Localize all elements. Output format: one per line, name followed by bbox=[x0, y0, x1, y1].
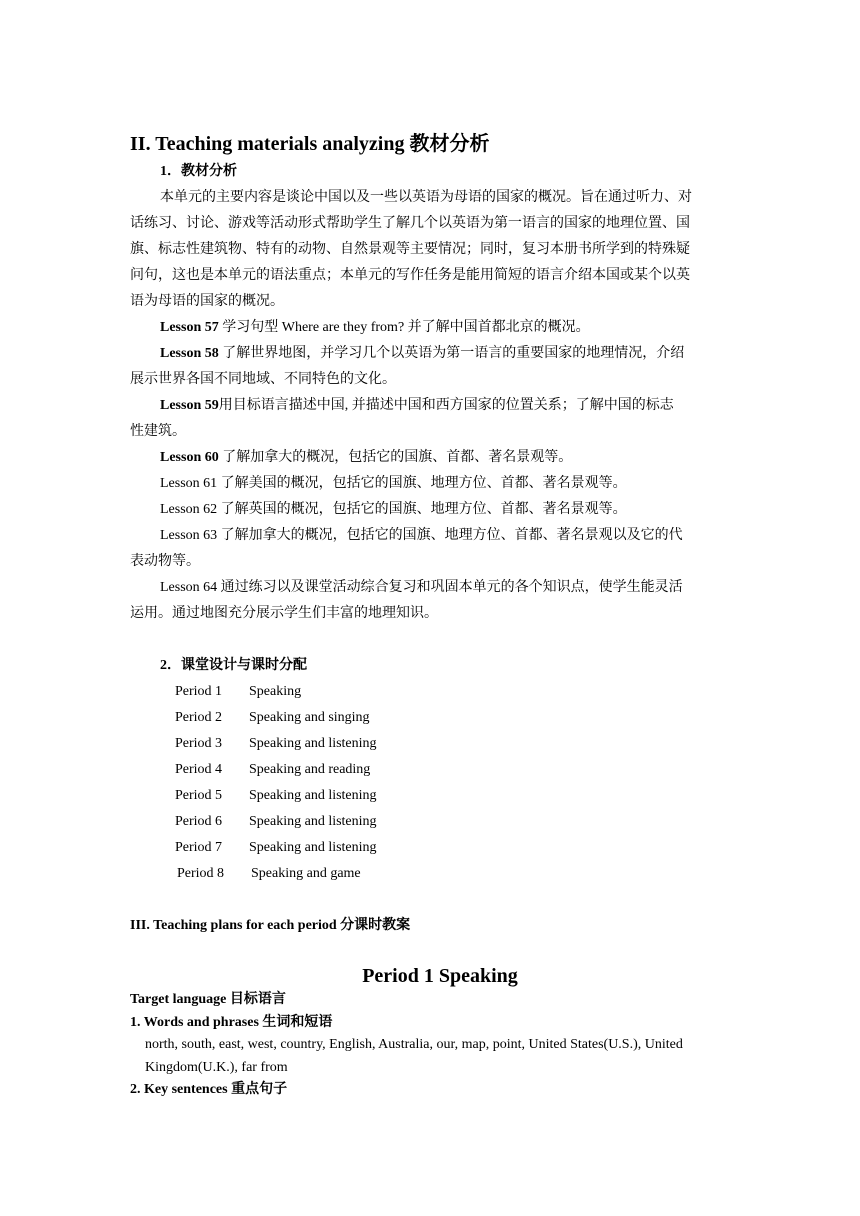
period-title: Period 1 Speaking bbox=[362, 965, 518, 987]
period-name: Period 5 bbox=[175, 788, 223, 803]
period-activity: Speaking and listening bbox=[249, 736, 377, 751]
period-activity: Speaking and listening bbox=[249, 788, 377, 803]
lesson-item: Lesson 63 了解加拿大的概况，包括它的国旗、地理方位、首都、著名景观以及它的代 bbox=[160, 528, 683, 543]
period-activity: Speaking bbox=[249, 684, 302, 699]
period-row bbox=[175, 682, 301, 702]
period-activity: Speaking and listening bbox=[249, 814, 377, 829]
lesson-item: Lesson 62 了解英国的概况，包括它的国旗、地理方位、首都、著名景观等。 bbox=[160, 502, 627, 517]
period-row bbox=[177, 864, 361, 884]
paragraph-line: 旗、标志性建筑物、特有的动物、自然景观等主要情况；同时，复习本册书所学到的特殊疑 bbox=[130, 242, 690, 257]
paragraph-line: 话练习、讨论、游戏等活动形式帮助学生了解几个以英语为第一语言的国家的地理位置、国 bbox=[130, 216, 690, 231]
lesson-text: 了解世界地图，并学习几个以英语为第一语言的重要国家的地理情况，介绍 bbox=[218, 346, 685, 361]
lesson-text: 用目标语言描述中国, 并描述中国和西方国家的位置关系；了解中国的标志 bbox=[218, 398, 674, 413]
section-heading: II. Teaching materials analyzing 教材分析 bbox=[130, 133, 490, 155]
lesson-text-continued: 运用。通过地图充分展示学生们丰富的地理知识。 bbox=[130, 606, 438, 621]
section-heading-plans: III. Teaching plans for each period 分课时教案 bbox=[130, 918, 411, 933]
paragraph-line: 本单元的主要内容是谈论中国以及一些以英语为母语的国家的概况。旨在通过听力、对 bbox=[160, 190, 692, 205]
lesson-item bbox=[160, 396, 674, 416]
lesson-label: Lesson 59 bbox=[160, 398, 219, 413]
lesson-label: Lesson 60 bbox=[160, 450, 219, 465]
lesson-item bbox=[160, 448, 572, 468]
lesson-label: Lesson 58 bbox=[160, 346, 219, 361]
word-list-line: north, south, east, west, country, English, Australia, our, map, point, United States(U.S.), United bbox=[145, 1037, 683, 1052]
lesson-item: Lesson 61 了解美国的概况，包括它的国旗、地理方位、首都、著名景观等。 bbox=[160, 476, 627, 491]
period-row bbox=[175, 838, 377, 858]
lesson-item: Lesson 64 通过练习以及课堂活动综合复习和巩固本单元的各个知识点，使学生能灵活 bbox=[160, 580, 683, 595]
lesson-text-continued: 性建筑。 bbox=[130, 424, 186, 439]
words-heading: 1. Words and phrases 生词和短语 bbox=[130, 1015, 333, 1030]
lesson-text-continued: 表动物等。 bbox=[130, 554, 200, 569]
lesson-text-continued: 展示世界各国不同地域、不同特色的文化。 bbox=[130, 372, 396, 387]
word-list-line: Kingdom(U.K.), far from bbox=[145, 1060, 288, 1075]
period-activity: Speaking and singing bbox=[249, 710, 370, 725]
period-row bbox=[175, 734, 377, 754]
subheading-materials: 1．教材分析 bbox=[160, 164, 237, 179]
period-row bbox=[175, 786, 377, 806]
lesson-text: 学习句型 Where are they from? 并了解中国首都北京的概况。 bbox=[218, 320, 590, 335]
period-name: Period 2 bbox=[175, 710, 223, 725]
period-activity: Speaking and reading bbox=[249, 762, 371, 777]
period-row bbox=[175, 812, 377, 832]
subheading-periods: 2．课堂设计与课时分配 bbox=[160, 658, 307, 673]
period-name: Period 8 bbox=[177, 866, 225, 881]
lesson-text: 了解加拿大的概况，包括它的国旗、首都、著名景观等。 bbox=[218, 450, 573, 465]
period-activity: Speaking and game bbox=[251, 866, 361, 881]
period-row bbox=[175, 708, 370, 728]
paragraph-line: 语为母语的国家的概况。 bbox=[130, 294, 284, 309]
period-activity: Speaking and listening bbox=[249, 840, 377, 855]
lesson-item bbox=[160, 344, 684, 364]
lesson-label: Lesson 57 bbox=[160, 320, 219, 335]
paragraph-line: 问句，这也是本单元的语法重点；本单元的写作任务是能用简短的语言介绍本国或某个以英 bbox=[130, 268, 690, 283]
period-name: Period 7 bbox=[175, 840, 223, 855]
key-sentences-heading: 2. Key sentences 重点句子 bbox=[130, 1082, 288, 1097]
period-name: Period 1 bbox=[175, 684, 223, 699]
target-language-heading: Target language 目标语言 bbox=[130, 992, 286, 1007]
period-row bbox=[175, 760, 370, 780]
period-name: Period 6 bbox=[175, 814, 223, 829]
period-name: Period 4 bbox=[175, 762, 223, 777]
period-name: Period 3 bbox=[175, 736, 223, 751]
lesson-item bbox=[160, 318, 590, 338]
